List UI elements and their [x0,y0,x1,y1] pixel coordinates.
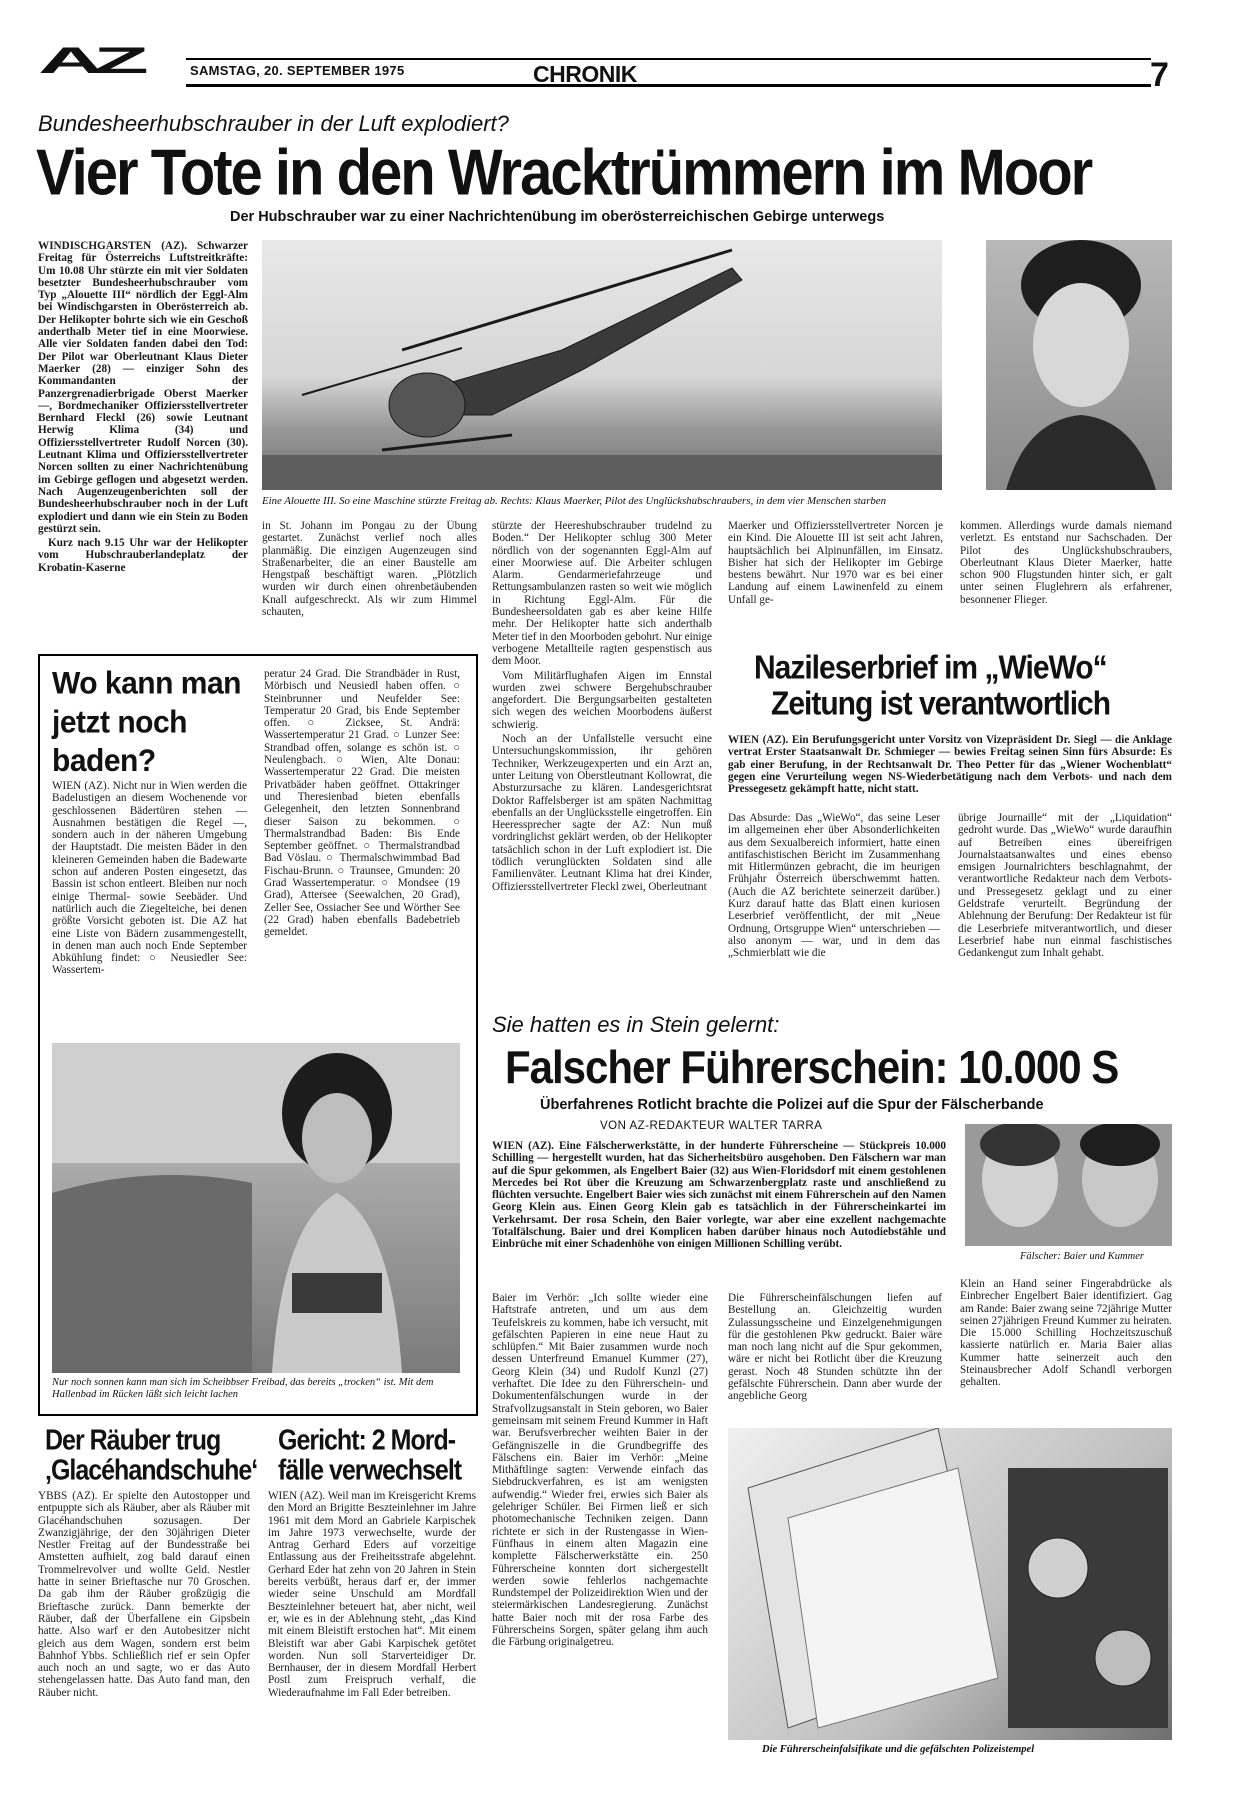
wiewo-headline-1: Nazileserbrief im „WieWo“ [754,650,1107,687]
wiewo-intro-text: WIEN (AZ). Ein Berufungsgericht unter Vorsitz von Vizepräsident Dr. Siegl — die Anklage vertrat Erster Staatsanwalt Dr. Schmieger — bewies Freitag seinen Sinn fürs Absurde: Es gab einer Berufung, in der Rechtsanwalt Dr. Theo Petter für das „Wiener Wochenblatt“ gegen eine Verurteilung wegen NS-Wiederbetätigung nach dem Verbots- und nach dem Pressegesetz gekämpft hatte, nicht statt. [728,734,1172,796]
baden-col1-text: WIEN (AZ). Nicht nur in Wien werden die Badelustigen an diesem Wochenende vor geschlossenen Bädertüren stehen — Ausnahmen bestätigen die Regel —, sondern auch in der näheren Umgebung der Hauptstadt. Die meisten Bäder in den kleineren Gemeinden haben die Badewarte schon auf anderen Posten eingesetzt, das Bassin ist schon entleert. Bleiben nur noch einige Thermal- sowie Seebäder. Und natürlich auch die Ziegelteiche, bei denen größte Vorsicht geboten ist. Die AZ hat eine Liste von Bädern zusammengestellt, in denen man auch noch Ende September Abkühlung findet: ○ Neusiedler See: Wassertem- [52,780,247,977]
fuehrerschein-column-2 [728,1292,942,1420]
lead-column-3 [492,520,712,1006]
fuehrerschein-kicker: Sie hatten es in Stein gelernt: [492,1012,780,1037]
falsifikate-photo [728,1428,1172,1740]
wiewo-col2-text: übrige Journaille“ mit der „Liquidation“ gedroht wurde. Das „WieWo“ wurde daraufhin auf Betreiben eines übereifrigen Journalstaatsanwaltes und eines ebenso emsigen Journalrichters beschlagnahmt, der verantwortliche Redakteur nach dem Verbots- und Pressegesetz geklagt und zu einer Geldstrafe verurteilt. Begründung der Ablehnung der Berufung: Der Redakteur ist für die Leserbriefe mitverantwortlich, und dieser Leserbrief habe nun einmal faschistisches Gedankengut zum Inhalt gehabt. [958,812,1172,960]
fuehrerschein-col1-text: Baier im Verhör: „Ich sollte wieder eine Haftstrafe antreten, und um aus dem Teufelskreis zu kommen, habe ich versucht, mit gefälschten Papieren in eine neue Haut zu schlüpfen.“ Mit Baier zusammen wurde noch dessen Unterfreund Emanuel Kummer (27), Georg Klein (34) und Rudolf Kunzl (27) verhaftet. Die Idee zu den Führerschein- und Dokumentenfälschungen wurde in der Strafvollzugsanstalt in Stein geboren, wo Baier gemeinsam mit seinem Freund Kummer in Haft war. Berufsverbrecher weihten Baier in der Gefängniszelle in die Grundbegriffe des Fälschens ein. Baier im Verhör: „Meine Mithäftlinge sagten: Verwende einfach das Siebdruckverfahren, es ist am wenigsten aufwendig.“ Wieder frei, erwies sich Baier als gelehriger Schüler. Bei Firmen ließ er sich photomechanische Techniken zeigen. Dann richtete er sich in der Rustengasse in Wien-Fünfhaus in einem alten Magazin eine komplette Fälscherwerkstätte ein. 250 Führerscheine konnten dort sichergestellt werden sowie fehlerlos nachgemachte Rundstempel der Polizeidirektion Wien und der steiermärkischen Landesregierung. Zunächst hatte Baier noch mit der rosa Farbe des Führerscheins Sorgen, später gelang ihm auch die Färbung originalgetreu. [492,1292,708,1649]
lead-col5-text: kommen. Allerdings wurde damals niemand verletzt. Es entstand nur Sachschaden. Der Pilot des Unglückshubschraubers, Oberleutnant Klaus Dieter Maerker, hatte schon 900 Flugstunden hinter sich, er galt unter seinen Fluglehrern als erfahrener, besonnener Flieger. [960,520,1172,606]
woman-illustration [52,1043,460,1373]
helicopter-illustration [262,240,942,490]
fuehrerschein-intro [492,1140,946,1292]
wiewo-headline-2: Zeitung ist verantwortlich [771,686,1111,723]
lead-column-1 [38,240,248,628]
gericht-headline-2: fälle verwechselt [278,1454,462,1487]
baden-col2-text: peratur 24 Grad. Die Strandbäder in Rust, Mörbisch und Neusiedl haben offen. ○ Steinbrunner und Neufelder See: Temperatur 20 Grad, bis Ende September offen. ○ Zicksee, St. Andrä: Wassertemperatur 21 Grad. ○ Lunzer See: Strandbad offen, solange es schön ist. ○ Neulengbach. ○ Wien, Alte Donau: Wassertemperatur 22 Grad. Die meisten Privatbäder haben geöffnet. Ottakringer und Theresienbad bieten ebenfalls Gelegenheit, den letzten Sonnenbrand dieser Saison zu bekommen. ○ Thermalstrandbad Baden: Bis Ende September geöffnet. ○ Thermalstrandbad Bad Vöslau. ○ Thermalschwimmbad Bad Fischau-Brunn. ○ Traunsee, Gmunden: 20 Grad Wassertemperatur. ○ Mondsee (19 Grad), Attersee (Seewalchen, 20 Grad), Zeller See, Ossiacher See und Wörther See (22 Grad) haben ebenfalls Badebetrieb gemeldet. [264,668,460,939]
wiewo-column-1 [728,812,940,1006]
lead-column-4 [728,520,943,628]
baden-column-1 [52,780,247,1040]
gericht-body [268,1490,476,1780]
lead-col2-text: in St. Johann im Pongau zu der Übung gestartet. Zunächst verlief noch alles planmäßig. Die einzigen Augenzeugen sind Straßenarbeiter, die an einer Baustelle am Hengstpaß beschäftigt waren. „Plötzlich wurden wir durch einen ohrenbetäubenden Knall aufgeschreckt. Als wir zum Himmel schauten, [262,520,477,619]
lead-col4-text: Maerker und Offiziersstellvertreter Norcen je ein Kind. Die Alouette III ist seit acht Jahren, hauptsächlich bei Alpinunfällen, im Einsatz. Bisher hat sich der Helikopter im Gebirge bestens bewährt. Nur 1970 war es bei einer Landung auf einem Lawinenfeld zu einem Unfall ge- [728,520,943,606]
lead-col1b-text: Kurz nach 9.15 Uhr war der Helikopter vom Hubschrauberlandeplatz der Krobatin-Kaserne [38,537,248,574]
fuehrerschein-col2-text: Die Führerscheinfälschungen liefen auf Bestellung an. Gleichzeitig wurden Zulassungsscheine und Einzelgenehmigungen für die gestohlenen Pkw gedruckt. Baier wäre man noch lang nicht auf die Spur gekommen, wäre er nicht bei Rotlicht über die Kreuzung gerast. Noch 48 Stunden schützte ihn der gefälschte Führerschein. Dann aber wurde der angebliche Georg [728,1292,942,1403]
lead-subhead: Der Hubschrauber war zu einer Nachrichtenübung im oberösterreichischen Gebirge unterwegs [230,209,885,225]
raeuber-headline-1: Der Räuber trug [45,1424,221,1457]
raeuber-headline-2: ‚Glacéhandschuhe‘ [45,1454,258,1487]
pilot-portrait [986,240,1172,490]
fuehrerschein-intro-text: WIEN (AZ). Eine Fälscherwerkstätte, in der hunderte Führerscheine — Stückpreis 10.000 Schilling — hergestellt wurden, hat das Sicherheitsbüro ausgehoben. Den Fälschern war man auf die Spur gekommen, als Engelbert Baier (32) aus Wien-Floridsdorf mit einem gestohlenen Mercedes bei Rot über die Kreuzung am Schwarzenbergplatz raste und anschließend zu flüchten versuchte. Engelbert Baier wies sich zunächst mit einem Führerschein auf den Namen Georg Klein aus. Einen Georg Klein gab es tatsächlich in der Führerscheinkartei im Verkehrsamt. Der rosa Schein, den Baier vorlegte, war aber eine exzellent nachgemachte Totalfälschung. Baier und drei Komplicen haben darüber hinaus noch Autodiebstähle und Einbrüche mit einer Schadenhöhe von einigen Millionen Schilling verübt. [492,1140,946,1251]
fuehrerschein-col3-text: Klein an Hand seiner Fingerabdrücke als Einbrecher Engelbert Baier identifiziert. Gag am Rande: Baier zwang seine 72jährige Mutter seinen 27jährigen Freund Kummer zu heiraten. Die 15.000 Schilling Hochzeitszuschuß kassierte natürlich er. Maria Baier alias Kummer hatte seinerzeit auch den Steinausbrecher Adolf Schandl verborgen gehalten. [960,1278,1172,1389]
lead-kicker: Bundesheerhubschrauber in der Luft explodiert? [38,111,509,136]
fuehrerschein-byline: VON AZ-REDAKTEUR WALTER TARRA [600,1120,823,1132]
helicopter-photo [262,240,942,490]
fuehrerschein-headline: Falscher Führerschein: 10.000 S [505,1041,1119,1093]
pilot-illustration [986,240,1172,490]
section-title: CHRONIK [533,61,637,87]
scheibbs-pool-photo [52,1043,460,1373]
az-logo: AZ [38,39,139,82]
gericht-body-text: WIEN (AZ). Weil man im Kreisgericht Krems den Mord an Brigitte Beszteinlehner im Jahre 1961 mit dem Mord an Gabriele Karpischek im Jahre 1973 verwechselte, wurde der Antrag Gerhard Eders auf vorzeitige Entlassung aus der Freiheitsstrafe abgelehnt. Gerhard Eder hat zehn von 20 Jahren in Stein bereits verbüßt, heraus darf er, der immer wieder seine Unschuld am Mordfall Beszteinlehner beteuert hat, aber nicht, weil er, wie es in der Ablehnung steht, „das Kind mit einem Bleistift erstochen hat“. Mit einem Bleistift war aber Gabi Karpischek getötet worden. Nun soll Starverteidiger Dr. Bernhauser, der in diesem Mordfall Herbert Postl zum Freispruch verhalf, die Wiederaufnahme im Fall Eder betreiben. [268,1490,476,1699]
wiewo-intro [728,734,1172,804]
raeuber-body-text: YBBS (AZ). Er spielte den Autostopper und entpuppte sich als Räuber, aber als Räuber mit Glacéhandschuhen sozusagen. Der Zwanzigjährige, der den 30jährigen Dieter Nestler Freitag auf der Bundesstraße bei Amstetten aufhielt, zog bald darauf einen Trommelrevolver und wollte Geld. Nestler hatte in seiner Brieftasche nur 70 Groschen. Da gab ihm der Räuber großzügig die Brieftasche zurück. Dann bemerkte der Räuber, daß der Überfallene ein Gipsbein hatte. Also warf er den Autobesitzer nicht gleich aus dem Wagen, sondern erst beim Bahnhof Ybbs. Schließlich rief er sein Opfer auch noch an und sagte, wo er das Auto stehengelassen hatte. Das Auto fand man, den Räuber nicht. [38,1490,250,1699]
faelscher-illustration [965,1124,1172,1246]
masthead-date: SAMSTAG, 20. SEPTEMBER 1975 [190,63,405,78]
baden-headline: Wo kann man jetzt noch baden? [52,666,241,779]
lead-col3b-text: Vom Militärflughafen Aigen im Ennstal wurden zwei schwere Bergehubschrauber angefordert. Die Bergungsarbeiten gestalteten sich wegen des weichen Moorbodens äußerst schwierig. [492,669,712,731]
falsifikate-caption: Die Führerscheinfalsifikate und die gefälschten Polizeistempel [762,1744,1035,1755]
wiewo-col1-text: Das Absurde: Das „WieWo“, das seine Leser im allgemeinen eher über Absonderlichkeiten aus dem Sexualbereich informiert, hatte einen antifaschistischen Bericht im Zusammenhang mit Hitlermünzen gebracht, die im heurigen Frühjahr Österreich überschwemmt hatten. (Auch die AZ berichtete seinerzeit darüber.) Kurz darauf hatte das Blatt einen kuriosen Leserbrief veröffentlicht, der mit „Neue Ordnung, Ortsgruppe Wien“ unterschrieben — also anonym — war, und in dem das „Schmierblatt wie die [728,812,940,960]
wiewo-column-2 [958,812,1172,1006]
lead-column-2 [262,520,477,628]
baden-photo-caption: Nur noch sonnen kann man sich im Scheibbser Freibad, das bereits „trocken“ ist. Mit dem Hallenbad im Rücken läßt sich leicht lachen [52,1377,434,1400]
lead-photo-caption: Eine Alouette III. So eine Maschine stürzte Freitag ab. Rechts: Klaus Maerker, Pilot des Unglückshubschraubers, in dem vier Menschen starben [262,495,886,507]
lead-col3c-text: Noch an der Unfallstelle versucht eine Untersuchungskommission, ihr gehören Techniker, Werkzeugexperten und ein Arzt an, unter Leitung von Oberstleutnant Kollowrat, die Absturzursache zu klären. Landesgerichtsrat Doktor Raffelsberger ist am späten Nachmittag ebenfalls an der Unglücksstelle eingetroffen. Ein Heeressprecher sagte der AZ: Nun muß vordringlichst geklärt werden, ob der Helikopter tatsächlich schon in der Luft explodiert ist. Die tödlich verunglückten Soldaten sind alle Familienväter. Leutnant Klima hat drei Kinder, Offiziersstellvertreter Fleckl zwei, Oberleutnant [492,733,712,893]
lead-col1-text: WINDISCHGARSTEN (AZ). Schwarzer Freitag für Österreichs Luftstreitkräfte: Um 10.08 Uhr stürzte ein mit vier Soldaten besetzter Bundesheerhubschrauber vom Typ „Alouette III“ nördlich der Eggl-Alm bei Windischgarsten in Oberösterreich ab. Der Helikopter bohrte sich wie ein Geschoß anderthalb Meter tief in eine Moorwiese. Alle vier Soldaten fanden dabei den Tod: Der Pilot war Oberleutnant Klaus Dieter Maerker (28) — einziger Sohn des Kommandanten der Panzergrenadierbrigade Oberst Maerker —, Bordmechaniker Offiziersstellvertreter Bernhard Fleckl (26) sowie Leutnant Herwig Klima (34) und Offiziersstellvertreter Rudolf Norcen (30). Leutnant Klima und Offiziersstellvertreter Norcen sollten zu einer Nachrichtenübung im Gebirge geflogen und abgesetzt werden. Nach Augenzeugenberichten soll der Bundesheerhubschrauber noch in der Luft explodiert und dann wie ein Stein zu Boden gestürzt sein. [38,240,248,535]
lead-headline: Vier Tote in den Wracktrümmern im Moor [36,136,1092,210]
masthead-rule-bottom [186,84,1151,87]
raeuber-body [38,1490,250,1780]
falsifikate-illustration [728,1428,1172,1740]
gericht-headline-1: Gericht: 2 Mord- [278,1424,456,1457]
baden-column-2 [264,668,460,1040]
faelscher-caption: Fälscher: Baier und Kummer [1020,1251,1144,1262]
page-number: 7 [1150,56,1169,94]
fuehrerschein-subhead: Überfahrenes Rotlicht brachte die Polizei auf die Spur der Fälscherbande [540,1097,1044,1113]
lead-column-5 [960,520,1172,628]
lead-col3-text: stürzte der Heereshubschrauber trudelnd zu Boden.“ Der Helikopter schlug 300 Meter nördlich von der sogenannten Eggl-Alm auf einer Moorwiese auf. Die Arbeiter schlugen Alarm. Gendarmeriefahrzeuge und Rettungsambulanzen rasten so weit wie möglich in Richtung Eggl-Alm. Für die Bundesheersoldaten gab es aber keine Hilfe mehr. Der Helikopter hatte sich anderthalb Meter tief in den Moorboden gebohrt. Nur einige verbogene Metallteile ragten gespenstisch aus dem Moor. [492,520,712,668]
faelscher-photo [965,1124,1172,1246]
fuehrerschein-column-3 [960,1278,1172,1420]
masthead-rule-top [186,58,1151,60]
fuehrerschein-column-1 [492,1292,708,1770]
